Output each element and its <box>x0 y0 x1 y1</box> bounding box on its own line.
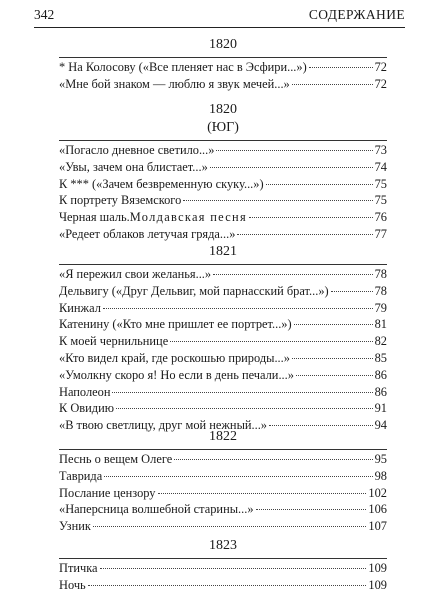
entry-page: 98 <box>374 468 387 483</box>
entry-title: «Кто видел край, где роскошью природы...» <box>59 350 290 365</box>
toc-section-1821 <box>59 243 387 434</box>
entry-title: Послание цензору <box>59 485 156 500</box>
page-number: 342 <box>34 7 55 22</box>
section-divider <box>59 449 387 450</box>
entry-title: «Мне бой знаком — люблю я звук мечей...» <box>59 76 290 91</box>
dot-leader <box>266 184 373 185</box>
dot-leader <box>331 291 373 292</box>
toc-section-1822 <box>59 428 387 535</box>
dot-leader <box>256 509 367 510</box>
dot-leader <box>183 200 372 201</box>
toc-entry <box>59 159 387 176</box>
dot-leader <box>216 150 372 151</box>
toc-entry <box>59 577 387 594</box>
running-head <box>34 5 405 28</box>
dot-leader <box>210 167 373 168</box>
dot-leader <box>100 568 367 569</box>
entry-page: 86 <box>374 367 387 382</box>
entry-page: 95 <box>374 452 387 466</box>
entry-page: 79 <box>374 300 387 315</box>
entry-title: «Наперсница волшебной старины...» <box>59 502 254 517</box>
section-divider <box>59 264 387 265</box>
dot-leader <box>249 217 373 218</box>
dot-leader <box>269 425 373 426</box>
entry-page: 94 <box>374 418 387 433</box>
entry-page: 72 <box>374 76 387 91</box>
dot-leader <box>309 67 373 68</box>
entry-title: К моей чернильнице <box>59 334 169 349</box>
dot-leader <box>174 459 372 460</box>
entry-page: 109 <box>368 561 387 575</box>
toc-entry <box>59 350 387 367</box>
entry-page: 76 <box>374 210 387 225</box>
toc-entry <box>59 142 387 159</box>
entry-title: «В твою светлицу, друг мой нежный...» <box>59 418 268 433</box>
toc-entry <box>59 400 387 417</box>
entry-page: 73 <box>374 143 387 157</box>
entry-title: «Погасло дневное светило...» <box>59 143 215 157</box>
entry-title: «Увы, зачем она блистает...» <box>59 159 208 174</box>
section-subtitle: (ЮГ) <box>207 120 239 135</box>
entry-title: К *** («Зачем безвременную скуку...») <box>59 176 264 191</box>
toc-entry <box>59 468 387 485</box>
toc-section-1820 <box>59 36 387 93</box>
toc-entry <box>59 226 387 243</box>
section-year: 1823 <box>209 538 237 553</box>
toc-entry <box>59 283 387 300</box>
entry-title: «Я пережил свои желанья...» <box>59 267 212 281</box>
section-divider <box>59 57 387 58</box>
entry-title: Ночь <box>59 577 86 592</box>
toc-entry <box>59 367 387 384</box>
dot-leader <box>237 234 372 235</box>
entry-title: Узник <box>59 519 91 534</box>
toc-entry <box>59 192 387 209</box>
section-year: 1821 <box>209 244 237 259</box>
entry-page: 77 <box>374 226 387 241</box>
entry-title: Песнь о вещем Олеге <box>59 452 173 466</box>
section-year: 1822 <box>209 429 237 444</box>
dot-leader <box>88 585 367 586</box>
dot-leader <box>104 476 372 477</box>
toc-entry <box>59 518 387 535</box>
toc-entry <box>59 333 387 350</box>
entry-page: 72 <box>374 60 387 74</box>
entry-title: Дельвигу («Друг Дельвиг, мой парнасский брат...») <box>59 283 329 298</box>
entry-page: 102 <box>368 485 387 500</box>
section-divider <box>59 140 387 141</box>
running-title: СОДЕРЖАНИЕ <box>308 7 405 22</box>
toc-entry <box>59 384 387 401</box>
entry-page: 74 <box>374 159 387 174</box>
toc-section-1820-south <box>59 101 387 243</box>
toc-entry <box>59 300 387 317</box>
section-year: 1820 <box>209 102 237 117</box>
entry-title: Черная шаль. <box>59 210 130 225</box>
entry-page: 82 <box>374 334 387 349</box>
dot-leader <box>170 341 372 342</box>
section-divider <box>59 558 387 559</box>
entry-page: 75 <box>374 176 387 191</box>
entry-title: «Редеет облаков летучая гряда...» <box>59 226 236 241</box>
toc-entry <box>59 266 387 283</box>
dot-leader <box>103 308 373 309</box>
dot-leader <box>158 493 367 494</box>
entry-title: * На Колосову («Все пленяет нас в Эсфири...») <box>59 60 307 74</box>
entry-page: 78 <box>374 267 387 281</box>
entry-page: 107 <box>368 519 387 534</box>
entry-title-spaced: Молдавская песня <box>129 210 247 225</box>
toc-entry <box>59 451 387 468</box>
toc-section-1823 <box>59 537 387 594</box>
toc-entry <box>59 76 387 93</box>
entry-page: 109 <box>368 577 387 592</box>
toc-entry <box>59 316 387 333</box>
dot-leader <box>294 324 373 325</box>
toc-entry <box>59 501 387 518</box>
toc-entry <box>59 560 387 577</box>
toc-entry <box>59 59 387 76</box>
entry-page: 86 <box>374 384 387 399</box>
entry-page: 91 <box>374 401 387 416</box>
toc-entry <box>59 209 387 226</box>
entry-page: 75 <box>374 193 387 208</box>
entry-title: Катенину («Кто мне пришлет ее портрет...») <box>59 317 292 332</box>
dot-leader <box>93 526 367 527</box>
entry-title: К портрету Вяземского <box>59 193 182 208</box>
toc-entry <box>59 176 387 193</box>
entry-title: К Овидию <box>59 401 114 416</box>
dot-leader <box>292 358 373 359</box>
entry-title: Птичка <box>59 561 98 575</box>
entry-page: 106 <box>368 502 387 517</box>
entry-title: Кинжал <box>59 300 101 315</box>
entry-title: Таврида <box>59 468 103 483</box>
dot-leader <box>116 408 373 409</box>
entry-title: Наполеон <box>59 384 111 399</box>
entry-page: 78 <box>374 283 387 298</box>
entry-page: 85 <box>374 350 387 365</box>
dot-leader <box>213 274 373 275</box>
dot-leader <box>292 84 373 85</box>
dot-leader <box>112 392 372 393</box>
section-year: 1820 <box>209 37 237 52</box>
entry-title: «Умолкну скоро я! Но если в день печали...» <box>59 367 294 382</box>
toc-entry <box>59 485 387 502</box>
entry-page: 81 <box>374 317 387 332</box>
dot-leader <box>296 375 373 376</box>
